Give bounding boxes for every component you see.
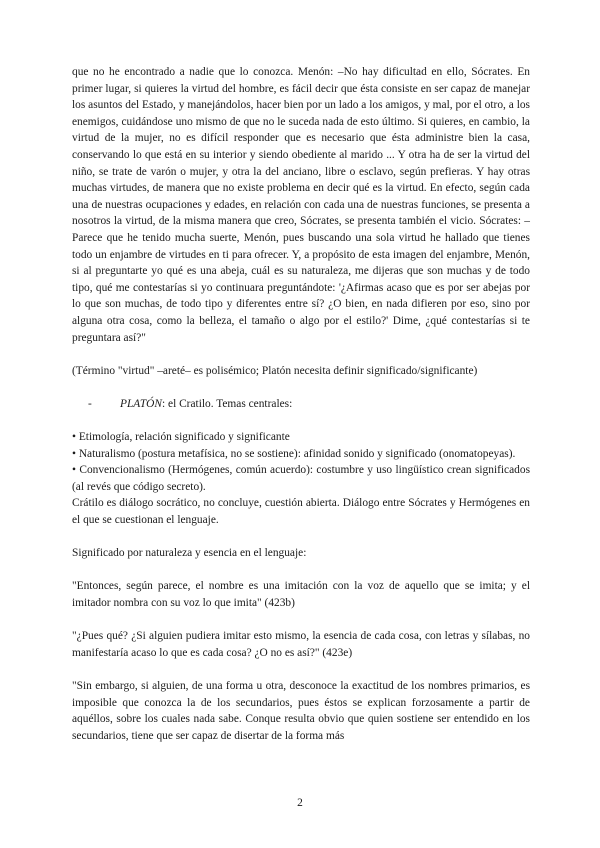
- section-subheading: Significado por naturaleza y esencia en el lenguaje:: [72, 547, 307, 560]
- page-number: 2: [297, 797, 303, 809]
- spacer: [72, 379, 530, 396]
- spacer: [72, 612, 530, 629]
- bullet-naturalismo: • Naturalismo (postura metafísica, no se sostiene): afinidad sonido y significado (onomatopeyas).: [72, 447, 516, 460]
- spacer: [72, 661, 530, 678]
- page-body: [72, 64, 530, 744]
- spacer: [72, 346, 530, 363]
- spacer: [72, 562, 530, 579]
- spacer: [72, 412, 530, 429]
- quote-423e: "¿Pues qué? ¿Si alguien pudiera imitar esto mismo, la esencia de cada cosa, con letras y sílabas, no manifestaría acaso lo que es cada cosa? ¿O no es así?" (423e): [72, 630, 530, 659]
- bullet-etimologia: • Etimología, relación significado y significante: [72, 431, 290, 444]
- areté-note: (Término "virtud" –areté– es polisémico; Platón necesita definir significado/significante): [72, 364, 478, 377]
- spacer: [72, 529, 530, 546]
- bullet-convencionalismo: • Convencionalismo (Hermógenes, común acuerdo): costumbre y uso lingüístico crean significados (al revés que código secreto).: [72, 464, 530, 493]
- cratilo-heading-text: : el Cratilo. Temas centrales:: [162, 397, 293, 410]
- author-name: PLATÓN: [120, 397, 162, 410]
- quote-423b: "Entonces, según parece, el nombre es una imitación con la voz de aquello que se imita; y el imitador nombra con su voz lo que imita" (423b): [72, 580, 530, 609]
- dash-marker: -: [88, 397, 92, 410]
- cratilo-description: Crátilo es diálogo socrático, no concluye, cuestión abierta. Diálogo entre Sócrates y Hermógenes en el que se cuestionan el lenguaje.: [72, 497, 530, 527]
- quote-nombres-primarios: "Sin embargo, si alguien, de una forma u otra, desconoce la exactitud de los nombres primarios, es imposible que conozca la de los secundarios, pues éstos se explican forzosamente a partir de aquéllos, sobre los cuales nada sabe. Conque resulta obvio que quien sostiene ser entendido en los secundarios, tiene que ser capaz de disertar de la forma más: [72, 679, 530, 742]
- cratilo-list-item: [72, 396, 530, 413]
- cratilo-heading: [120, 396, 292, 413]
- menon-paragraph: que no he encontrado a nadie que lo conozca. Menón: –No hay dificultad en ello, Sócrates. En primer lugar, si quieres la virtud del hombre, es fácil decir que ésta consiste en ser capaz de manejar los asuntos del Estado, y manejándolos, hacer bien por un lado a los amigos, y mal, por el otro, a los enemigos, cuidándose uno mismo de que no le suceda nada de esto último. Si quieres, en cambio, la virtud de la mujer, no es difícil responder que es necesario que ésta administre bien la casa, conservando lo que está en su interior y siendo obediente al marido ... Y otra ha de ser la virtud del niño, se trate de varón o mujer, y otra la del anciano, libre o esclavo, según prefieras. Y hay otras muchas virtudes, de manera que no existe problema en decir qué es la virtud. En efecto, según cada una de nuestras ocupaciones y edades, en relación con cada una de nuestras funciones, se presenta a nosotros la virtud, de la misma manera que creo, Sócrates, se presenta también el vicio. Sócrates: –Parece que he tenido mucha suerte, Menón, pues buscando una sola virtud he hallado que tienes todo un enjambre de virtudes en ti para ofrecer. Y, a propósito de esta imagen del enjambre, Menón, si al preguntarte yo qué es una abeja, cuál es su naturaleza, me dijeras que son muchas y de todo tipo, qué me contestarías si yo continuara preguntándote: '¿Afirmas acaso que es por ser abejas por lo que son muchas, de todo tipo y diferentes entre sí? ¿O bien, en nada difieren por eso, sino por alguna otra cosa, como la belleza, el tamaño o algo por el estilo?' Dime, ¿qué contestarías si te preguntara así?": [72, 66, 530, 344]
